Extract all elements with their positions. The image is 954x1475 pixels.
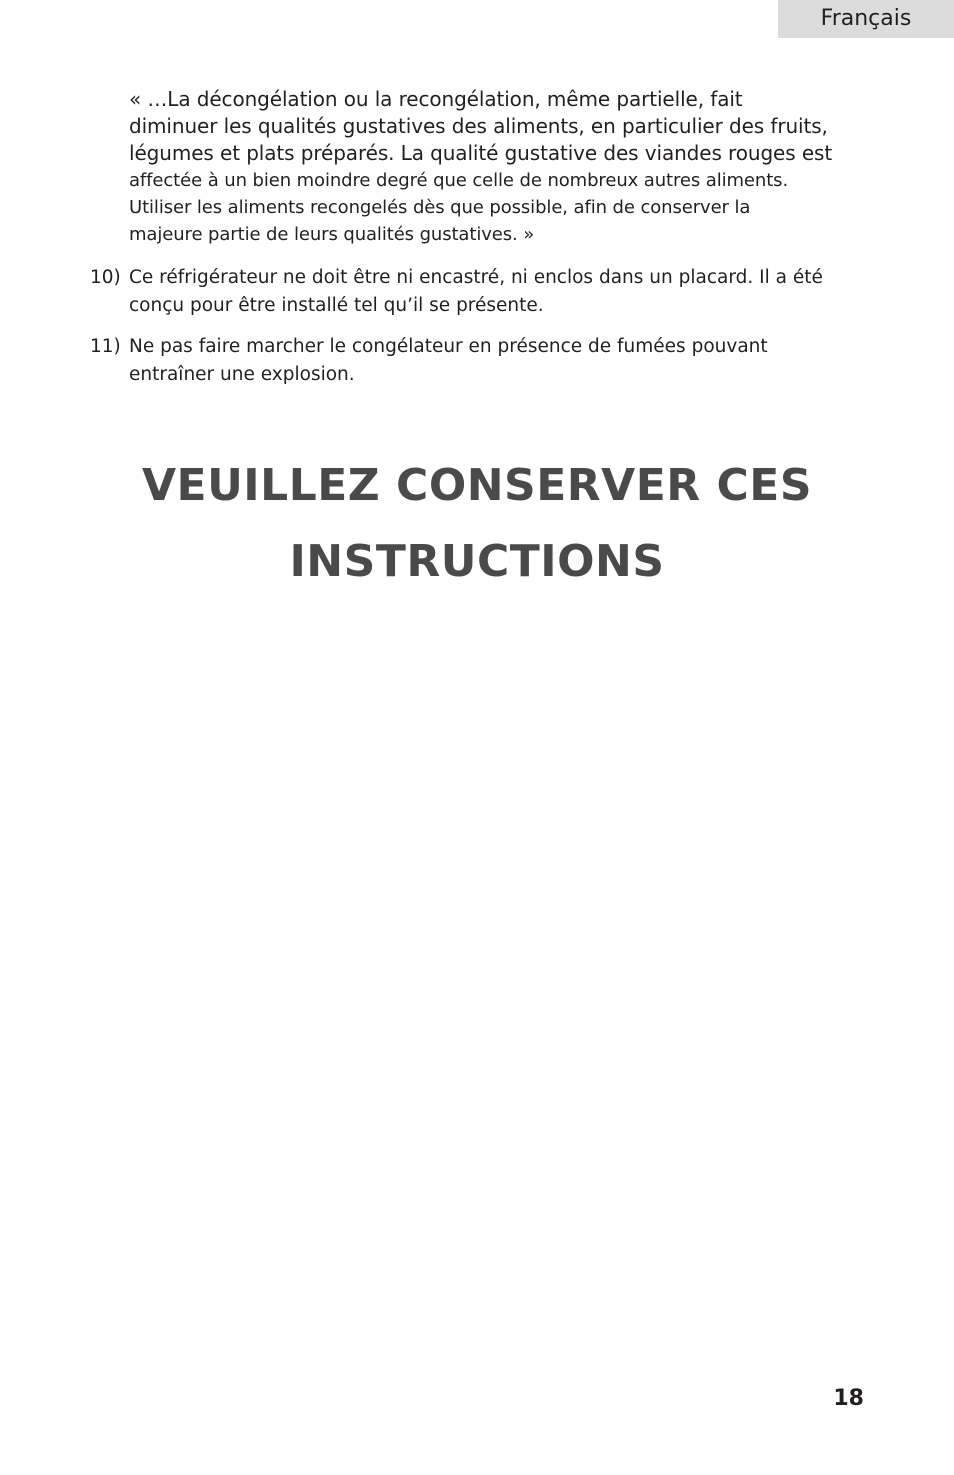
quote-line: légumes et plats préparés. La qualité gustative des viandes rouges est	[129, 141, 833, 165]
list-item-line: Ne pas faire marcher le congélateur en présence de fumées pouvant	[129, 336, 768, 357]
page-heading	[0, 448, 954, 600]
list-item-line: entraîner une explosion.	[129, 364, 355, 385]
quote-line: Utiliser les aliments recongelés dès que possible, afin de conserver la	[129, 197, 751, 218]
quote-line: diminuer les qualités gustatives des aliments, en particulier des fruits,	[129, 114, 828, 138]
list-item-number: 10)	[90, 267, 121, 288]
page-number: 18	[833, 1386, 864, 1411]
list-item-text	[129, 333, 859, 389]
quote-block	[129, 86, 859, 248]
quote-line: majeure partie de leurs qualités gustatives. »	[129, 224, 535, 245]
heading-line-2: INSTRUCTIONS	[289, 536, 665, 587]
list-item-line: conçu pour être installé tel qu’il se présente.	[129, 295, 544, 316]
quote-line: affectée à un bien moindre degré que celle de nombreux autres aliments.	[129, 170, 789, 191]
quote-line: « …La décongélation ou la recongélation, même partielle, fait	[129, 87, 743, 111]
language-tab: Français	[778, 0, 954, 38]
list-item-number: 11)	[90, 336, 121, 357]
heading-line-1: VEUILLEZ CONSERVER CES	[141, 460, 813, 511]
list-item-line: Ce réfrigérateur ne doit être ni encastré, ni enclos dans un placard. Il a été	[129, 267, 823, 288]
list-item-text	[129, 264, 859, 320]
